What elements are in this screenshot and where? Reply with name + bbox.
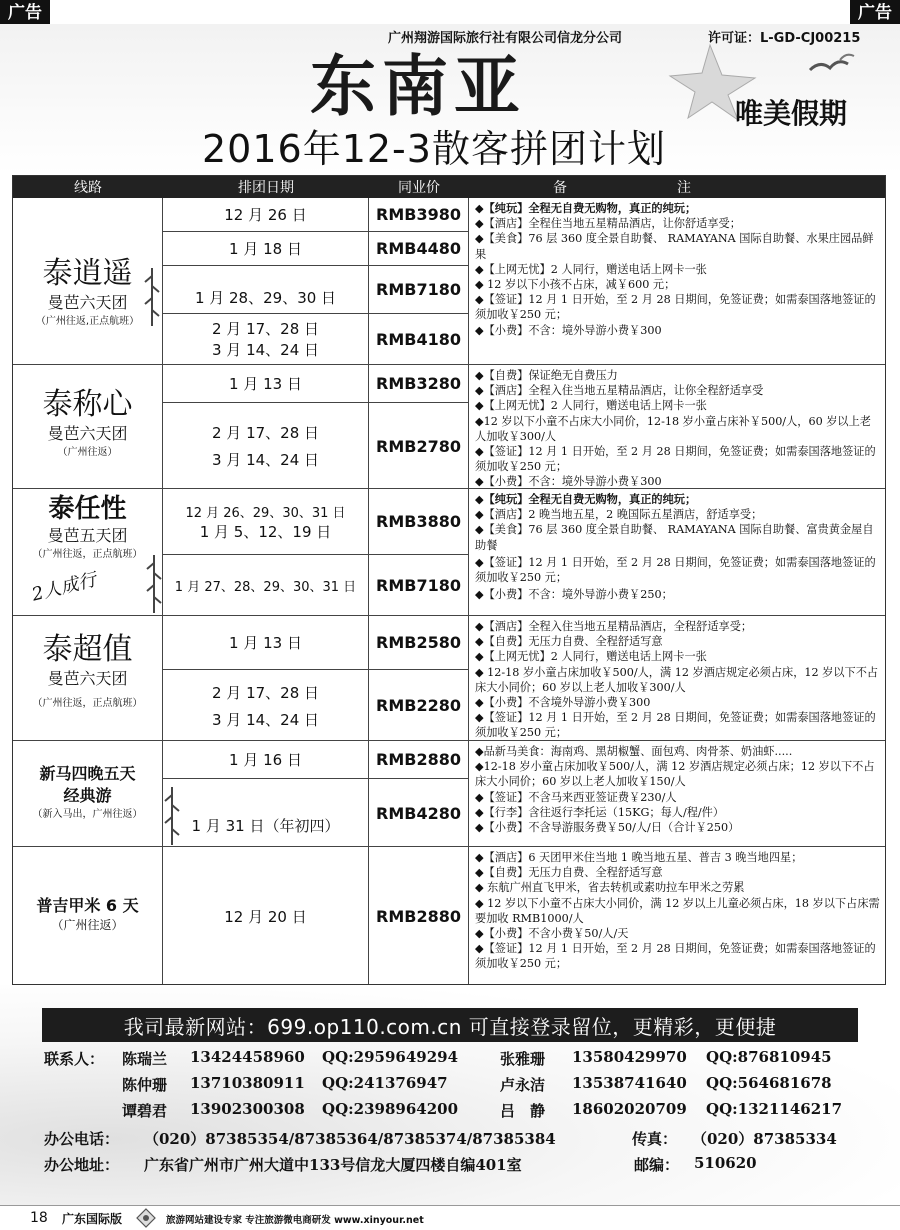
route-cell (13, 616, 163, 740)
price-column (369, 847, 469, 984)
ad-label-right: 广告 (850, 0, 900, 26)
contact-qq[interactable]: QQ:2398964200 (322, 1100, 459, 1118)
note-line: ◆【自费】保证绝无自费压力 (475, 369, 618, 382)
note-line: ◆ 12 岁以下小童不占床大小同价，满 12 岁以上儿童必须占床，18 岁以下占床需要加收 RMB1000/人 (475, 896, 880, 925)
note-line: ◆【签证】不含马来西亚签证费￥230/人 (475, 790, 677, 804)
license-number: 许可证：L-GD-CJ00215 (708, 31, 861, 46)
note-line: ◆【自费】无压力自费、全程舒适写意 (475, 866, 663, 880)
date-cell: 1 月 13 日 (163, 365, 368, 403)
date-cell: 1 月 18 日 (163, 232, 368, 266)
note-line: ◆【签证】12 月 1 日开始，至 2 月 28 日期间，免签证费；如需泰国落地签证的须加收￥250 元； (475, 711, 876, 740)
route-subtitle: 曼芭六天团 (47, 669, 128, 688)
date-cell: 1 月 31 日（年初四） (191, 816, 340, 835)
date-cell: 2 月 17、28 日 3 月 14、24 日 (211, 320, 320, 359)
route-name: 泰称心 (42, 387, 133, 422)
page-number: 18 (30, 1210, 48, 1226)
price-column (369, 365, 469, 488)
slogan: 唯美假期 (735, 97, 848, 130)
min-group-tag: 2人成行 (29, 569, 99, 606)
date-column (163, 847, 369, 984)
date-cell: 2 月 17、28 日 3 月 14、24 日 (211, 424, 320, 469)
price-cell: RMB4280 (376, 803, 461, 823)
note-line: ◆【上网无忧】2 人同行，赠送电话上网卡一张 (475, 399, 707, 413)
bamboo-decoration-icon (143, 268, 161, 326)
route-cell (13, 489, 163, 615)
route-note: （广州往返） (57, 447, 118, 458)
route-name: 泰任性 (48, 494, 127, 524)
route-group (13, 740, 885, 846)
price-cell: RMB7180 (369, 266, 468, 314)
contact-phone[interactable]: 18602020709 (572, 1100, 687, 1118)
route-note: （新入马出，广州往返） (32, 809, 143, 820)
date-column (163, 489, 369, 615)
header-price: 同业价 (398, 180, 440, 196)
date-cell: 12 月 20 日 (224, 907, 307, 926)
address-label: 办公地址： (44, 1156, 120, 1174)
subtitle: 2016年12-3散客拼团计划 (202, 127, 666, 171)
price-column (369, 741, 469, 846)
ad-label-left: 广告 (0, 0, 50, 26)
price-cell: RMB7180 (376, 576, 461, 595)
contact-phone[interactable]: 13710380911 (190, 1074, 305, 1092)
header-route: 线路 (74, 180, 102, 196)
route-name: 新马四晚五天经典游 (39, 764, 136, 805)
route-group (13, 364, 885, 488)
company-name: 广州翔游国际旅行社有限公司信龙分公司 (388, 31, 623, 46)
route-group (13, 198, 885, 364)
route-cell (13, 847, 163, 984)
note-line: ◆【小费】不含：境外导游小费￥250； (475, 588, 673, 602)
note-line: ◆【签证】12 月 1 日开始，至 2 月 28 日期间，免签证费；如需泰国落地签证的须加收￥250 元； (475, 445, 876, 474)
note-line: ◆【酒店】全程入住当地五星精品酒店，全程舒适享受； (475, 620, 753, 633)
date-column (163, 198, 369, 364)
note-line: ◆ 12 岁以下小孩不占床，减￥600 元； (475, 278, 676, 292)
contact-phone[interactable]: 13424458960 (190, 1048, 305, 1066)
note-line: ◆【酒店】全程住当地五星精品酒店，让你舒适享受； (475, 217, 741, 231)
route-name: 泰逍遥 (42, 256, 133, 291)
contact-name: 卢永洁 (500, 1076, 546, 1094)
header-note: 备注 (553, 180, 801, 196)
note-line: ◆【自费】无压力自费、全程舒适写意 (475, 635, 663, 649)
fax-number: （020）87385334 (692, 1130, 837, 1148)
main-title: 东南亚 (310, 47, 526, 125)
date-column (163, 365, 369, 488)
page-footer (0, 1205, 900, 1230)
note-line: ◆【小费】不含导游服务费￥50/人/日（合计￥250） (475, 821, 740, 835)
price-cell: RMB2280 (376, 696, 461, 715)
price-column (369, 616, 469, 740)
contact-name: 谭碧君 (122, 1102, 168, 1120)
price-cell: RMB2880 (376, 906, 461, 926)
date-cell: 12 月 26、29、30、31 日 1 月 5、12、19 日 (163, 489, 368, 555)
office-address: 广东省广州市广州大道中133号信龙大厦四楼自编401室 (144, 1156, 522, 1174)
fax-label: 传真： (632, 1130, 678, 1148)
note-line: ◆【上网无忧】2 人同行，赠送电话上网卡一张 (475, 262, 707, 276)
office-phone[interactable]: （020）87385354/87385364/87385374/87385384 (144, 1130, 556, 1148)
office-phone-label: 办公电话： (44, 1130, 120, 1148)
contact-qq[interactable]: QQ:1321146217 (706, 1100, 843, 1118)
contact-phone[interactable]: 13580429970 (572, 1048, 687, 1066)
note-line: ◆【酒店】全程入住当地五星精品酒店，让你全程舒适享受 (475, 384, 764, 398)
notes-cell (469, 198, 885, 364)
note-line: ◆【美食】76 层 360 度全景自助餐、 RAMAYANA 国际自助餐、水果庄园品鲜果 (475, 232, 874, 261)
note-line: ◆【纯玩】全程无自费无购物，真正的纯玩； (475, 201, 697, 215)
route-group (13, 615, 885, 740)
date-column (163, 741, 369, 846)
route-note: （广州往返，正点航班） (32, 698, 143, 709)
date-cell: 1 月 16 日 (163, 741, 368, 779)
note-line: ◆【小费】不含：境外导游小费￥300 (475, 475, 662, 488)
note-line: ◆【酒店】6 天团甲米住当地 1 晚当地五星、普吉 3 晚当地四星； (475, 851, 803, 864)
route-note: （广州往返,正点航班） (35, 316, 140, 327)
note-line: ◆【小费】不含境外导游小费￥300 (475, 696, 651, 710)
postcode: 510620 (694, 1154, 757, 1172)
price-cell: RMB3280 (369, 365, 468, 403)
notes-cell (469, 365, 885, 488)
contact-qq[interactable]: QQ:241376947 (322, 1074, 448, 1092)
price-column (369, 198, 469, 364)
route-cell (13, 741, 163, 846)
date-cell: 2 月 17、28 日 3 月 14、24 日 (211, 683, 320, 729)
magazine-name: 广东国际版 (62, 1212, 123, 1226)
magazine-logo-icon (136, 1208, 156, 1228)
price-column (369, 489, 469, 615)
bamboo-decoration-icon (145, 555, 163, 613)
route-note: （广州往返） (51, 918, 124, 932)
contact-qq[interactable]: QQ:876810945 (706, 1048, 832, 1066)
contact-name: 陈瑞兰 (122, 1050, 168, 1068)
notes-cell (469, 616, 885, 740)
contact-label: 联系人： (44, 1050, 105, 1068)
notes-cell (469, 847, 885, 984)
table-header (13, 176, 885, 198)
route-name: 泰超值 (42, 632, 133, 667)
postcode-label: 邮编： (634, 1156, 680, 1174)
notes-cell (469, 489, 885, 615)
note-line: ◆12-18 岁小童占床加收￥500/人，满 12 岁酒店规定必须占床；12 岁以下不占床大小同价；60 岁以上老人加收￥150/人 (475, 760, 875, 789)
route-note: （广州往返，正点航班） (32, 549, 143, 560)
price-cell: RMB4180 (376, 329, 461, 349)
note-line: ◆12 岁以下小童不占床大小同价，12-18 岁小童占床补￥500/人，60 岁以上老人加收￥300/人 (475, 414, 871, 443)
note-line: ◆【签证】12 月 1 日开始，至 2 月 28 日期间，免签证费；如需泰国落地签证的须加收￥250 元； (475, 293, 876, 322)
note-line: ◆【签证】12 月 1 日开始，至 2 月 28 日期间，免签证费；如需泰国落地签证的须加收￥250 元； (475, 555, 876, 585)
footer-ad-text[interactable]: 旅游网站建设专家 专注旅游微电商研发 www.xinyour.net (166, 1215, 424, 1226)
date-cell: 1 月 28、29、30 日 (163, 266, 368, 314)
note-line: ◆【纯玩】全程无自费无购物，真正的纯玩； (475, 492, 697, 506)
note-line: ◆品新马美食：海南鸡、黑胡椒蟹、面包鸡、肉骨茶、奶油虾..... (475, 745, 793, 758)
route-group (13, 846, 885, 984)
notes-cell (469, 741, 885, 846)
schedule-table (12, 175, 886, 985)
route-subtitle: 曼芭五天团 (47, 526, 128, 545)
contact-name: 张雅珊 (500, 1050, 546, 1068)
date-column (163, 616, 369, 740)
note-line: ◆【签证】12 月 1 日开始，至 2 月 28 日期间，免签证费；如需泰国落地签证的须加收￥250 元； (475, 942, 876, 971)
date-cell: 1 月 27、28、29、30、31 日 (174, 580, 357, 595)
price-cell: RMB2780 (376, 436, 461, 456)
route-cell (13, 198, 163, 364)
note-line: ◆ 东航广州直飞甲米，省去转机或素叻拉车甲米之劳累 (475, 881, 745, 895)
route-cell (13, 365, 163, 488)
date-cell: 1 月 13 日 (163, 616, 368, 670)
route-subtitle: 曼芭六天团 (47, 293, 128, 312)
route-name: 普吉甲米 6 天 (36, 896, 139, 915)
website-banner[interactable]: 我司最新网站：699.op110.com.cn 可直接登录留位，更精彩，更便捷 (42, 1008, 858, 1042)
note-line: ◆【小费】不含：境外导游小费￥300 (475, 323, 662, 337)
note-line: ◆【小费】不含小费￥50/人/天 (475, 927, 629, 941)
contact-phone[interactable]: 13538741640 (572, 1074, 687, 1092)
note-line: ◆【美食】76 层 360 度全景自助餐、 RAMAYANA 国际自助餐、富贵黄金屋自助餐 (475, 523, 874, 552)
price-cell: RMB2580 (369, 616, 468, 670)
contact-qq[interactable]: QQ:2959649294 (322, 1048, 459, 1066)
contact-qq[interactable]: QQ:564681678 (706, 1074, 832, 1092)
header-date: 排团日期 (238, 180, 294, 196)
price-cell: RMB3980 (369, 198, 468, 232)
note-line: ◆ 12-18 岁小童占床加收￥500/人，满 12 岁酒店规定必须占床，12 岁以下不占床大小同价；60 岁以上老人加收￥300/人 (475, 665, 879, 694)
price-cell: RMB4480 (369, 232, 468, 266)
contact-phone[interactable]: 13902300308 (190, 1100, 305, 1118)
route-subtitle: 曼芭六天团 (47, 424, 128, 443)
note-line: ◆【酒店】2 晚当地五星，2 晚国际五星酒店，舒适享受； (475, 508, 763, 522)
note-line: ◆【上网无忧】2 人同行，赠送电话上网卡一张 (475, 650, 707, 664)
route-group (13, 488, 885, 615)
price-cell: RMB3880 (369, 489, 468, 555)
date-cell: 12 月 26 日 (163, 198, 368, 232)
price-cell: RMB2880 (369, 741, 468, 779)
contact-name: 陈仲珊 (122, 1076, 168, 1094)
contact-name: 吕 静 (500, 1102, 546, 1120)
note-line: ◆【行李】含往返行李托运（15KG；每人/程/件） (475, 805, 725, 819)
